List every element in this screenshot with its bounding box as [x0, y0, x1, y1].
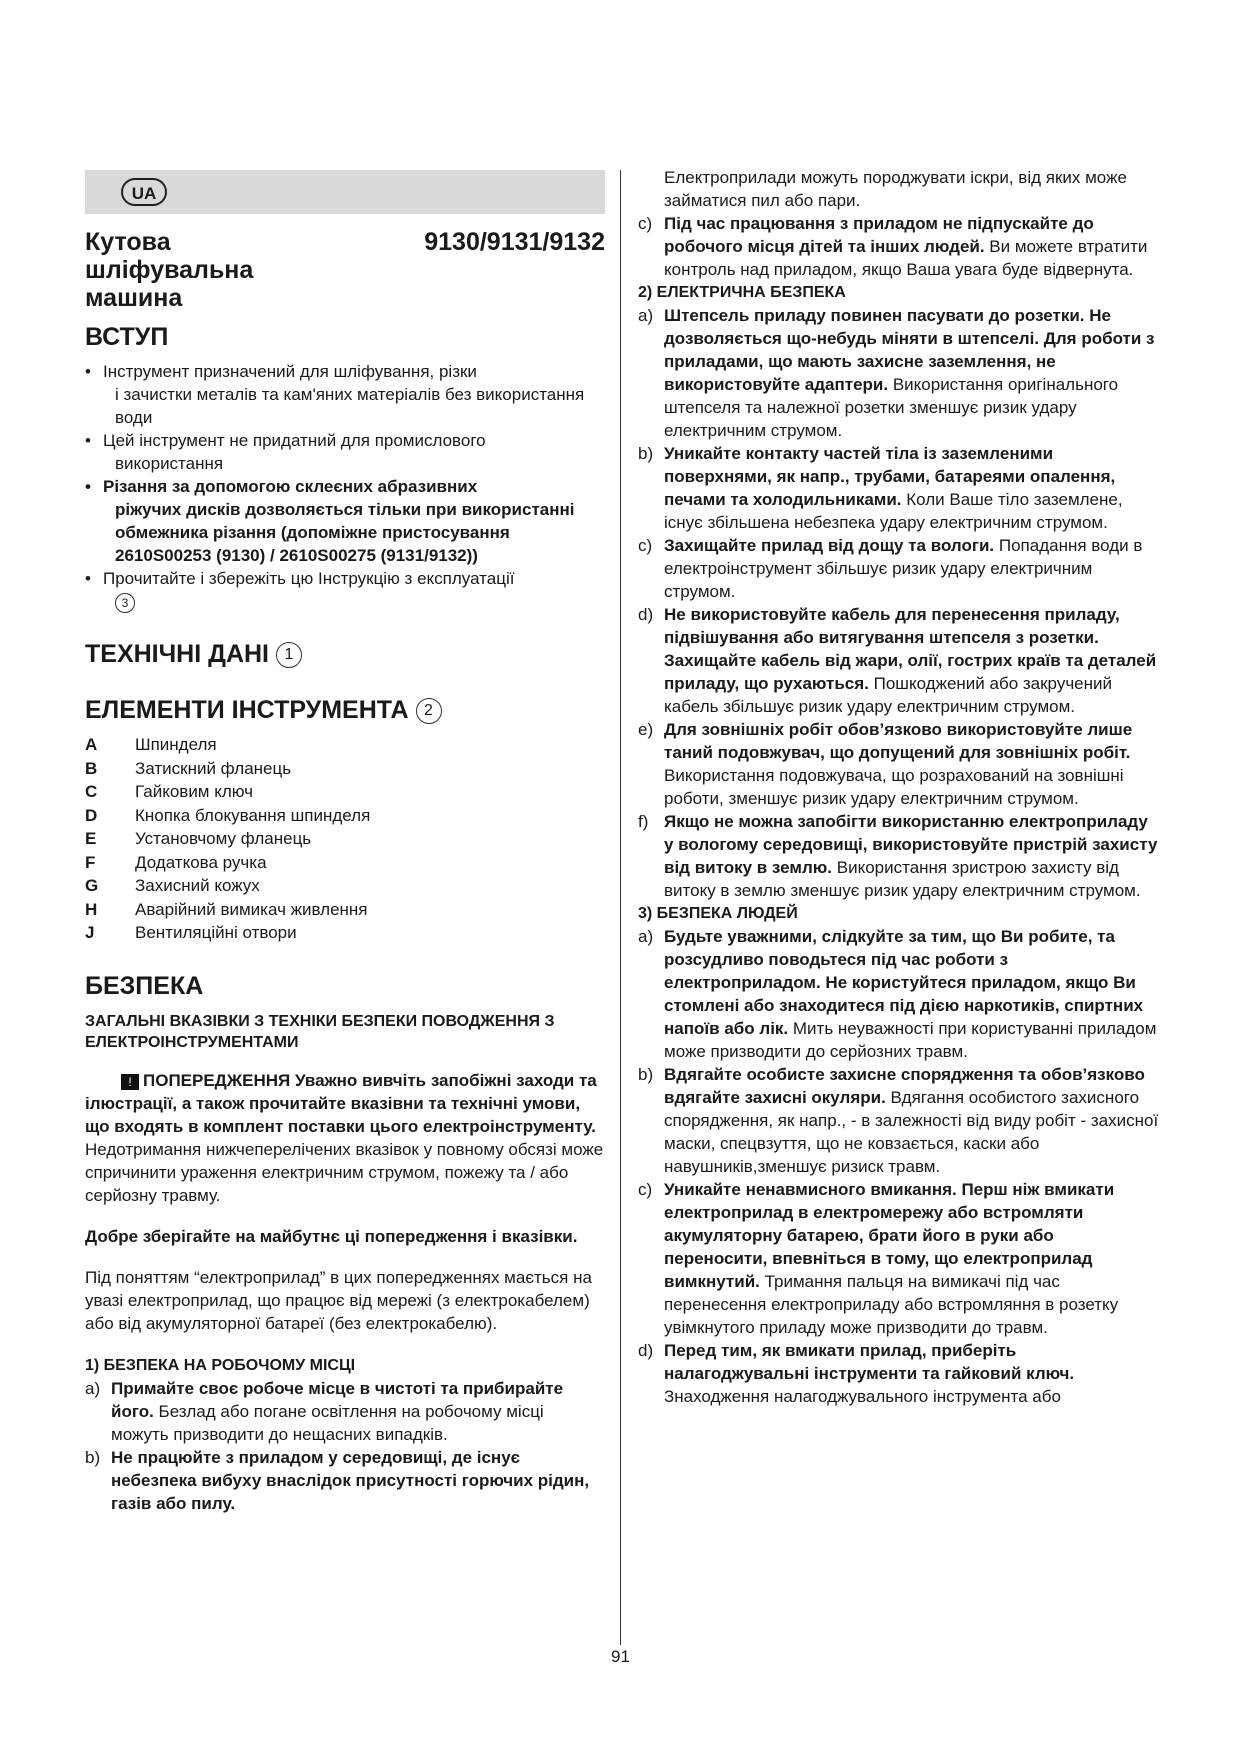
intro-heading: ВСТУП [85, 323, 169, 351]
language-badge: UA [121, 178, 167, 206]
product-title: Кутова шліфувальна машина [85, 228, 254, 312]
list-item: d) Не використовуйте кабель для перенесення приладу, підвішування або витягування штепселя з розетки. Захищайте кабель від жари, олії, гострих країв та деталей приладу, що рухаються. Пошкоджений або закручений кабель збільшує ризик удару електричним струмом. [638, 605, 1157, 716]
title-row [85, 228, 605, 312]
list-item: a) Примайте своє робоче місце в чистоті та прибирайте його. Безлад або погане освітлення на робочому місці можуть призводити до нещасних випадків. [85, 1378, 564, 1444]
figure-ref: 1 [276, 642, 302, 668]
list-item: B Затискний фланець [85, 758, 292, 778]
elements-heading: ЕЛЕМЕНТИ ІНСТРУМЕНТА 2 [85, 695, 605, 725]
list-item: E Установчому фланець [85, 829, 312, 848]
list-item: b) Уникайте контакту частей тіла із заземленими поверхнями, як напр., трубами, батареями опалення, печами та холодильниками. Коли Ваше тіло заземлене, існує збільшена небезпека удару електричним струмом. [638, 444, 1123, 532]
section-electrical: 2) ЕЛЕКТРИЧНА БЕЗПЕКА [638, 284, 846, 301]
list-item: f) Якщо не можна запобігти використанню електроприладу у вологому середовищі, використовуйте пристрій захисту від витоку в землю. Використання зристрою захисту від витоку в землю зменшує ризик удару електричним струмом. [638, 812, 1158, 900]
list-item: • Інструмент призначений для шліфування, різки і зачистки металів та кам'яних матеріалів без використання води [85, 360, 605, 429]
right-column [638, 166, 1160, 1408]
language-bar [85, 170, 605, 214]
warning-block: ! ПОПЕРЕДЖЕННЯ Уважно вивчіть запобіжні заходи та ілюстрації, а також прочитайте вказівни та технічні умови, що входять в комплент поставки цього електроінструменту. Недотримання нижчеперелічених вказівок у повному обсязі може спричинити ураження електричним струмом, пожежу та / або серйозну травму. [85, 1070, 604, 1205]
list-item: D Кнопка блокування шпинделя [85, 805, 371, 825]
list-item: H Аварійний вимикач живлення [85, 899, 368, 919]
column-divider [620, 170, 621, 1645]
list-item: Електроприлади можуть породжувати іскри, від яких може займатися пил або пари. [664, 168, 1127, 210]
list-item: d) Перед тим, як вмикати прилад, приберіть налагоджувальні інструменти та гайковий ключ. Знаходження налагоджувального інструмента або [638, 1341, 1075, 1406]
warning-icon: ! [121, 1074, 139, 1090]
list-item: F Додаткова ручка [85, 852, 267, 872]
page-number: 91 [611, 1647, 630, 1666]
list-item: • Різання за допомогою склеєних абразивних ріжучих дисків дозволяється тільки при використанні обмежника різання (допоміжне пристосування 2610S00253 (9130) / 2610S00275 (9131/9132)) [85, 475, 605, 567]
left-column [85, 170, 605, 1515]
list-item: c) Захищайте прилад від дощу та вологи. Попадання води в електроінструмент збільшує ризик удару електричним струмом. [638, 536, 1143, 601]
section-personal: 3) БЕЗПЕКА ЛЮДЕЙ [638, 905, 798, 922]
list-item: a) Штепсель приладу повинен пасувати до розетки. Не дозволяється що-небудь міняти в штепселі. Для роботи з приладами, що мають захисне заземлення, не використовуйте адаптери. Використання оригінального штепселя та належної розетки зменшує ризик удару електричним струмом. [638, 306, 1155, 440]
definition-paragraph: Під поняттям “електроприлад” в цих попередженнях мається на увазі електроприлад, що працює від мережі (з електрокабелем) або від акумуляторної батареї (без електрокабелю). [85, 1267, 592, 1333]
list-item: G Захисний кожух [85, 876, 260, 895]
list-item: • Прочитайте і збережіть цю Інструкцію з експлуатації 3 [85, 567, 605, 613]
list-item: J Вентиляційні отвори [85, 923, 297, 942]
intro-list [85, 360, 605, 613]
figure-ref: 2 [416, 698, 442, 724]
keep-instructions: Добре зберігайте на майбутнє ці попередження і вказівки. [85, 1226, 578, 1246]
list-item: A Шпинделя [85, 735, 217, 754]
model-numbers: 9130/9131/9132 [424, 228, 605, 256]
section-work-area: 1) БЕЗПЕКА НА РОБОЧОМУ МІСЦІ [85, 1356, 356, 1374]
list-item: b) Не працюйте з приладом у середовищі, де існує небезпека вибуху внаслідок присутності горючих рідин, газів або пилу. [85, 1447, 590, 1513]
figure-ref: 3 [115, 593, 135, 613]
list-item: • Цей інструмент не придатний для промислового використання [85, 429, 605, 475]
parts-list [85, 733, 605, 945]
list-item: b) Вдягайте особисте захисне спорядження та обов’язково вдягайте захисні окуляри. Вдягання особистого захисного спорядження, як напр., - в залежності від виду робіт - захисної маски, спецвзуття, що не ковзається, каски або навушників,зменшує ризиск травм. [638, 1065, 1159, 1176]
list-item: e) Для зовнішніх робіт обов’язково використовуйте лише таний подовжувач, що допущений для зовнішніх робіт. Використання подовжувача, що розрахований на зовнішні роботи, зменшує ризик удару електричним струмом. [638, 720, 1133, 808]
list-item: C Гайковим ключ [85, 782, 254, 801]
list-item: c) Уникайте ненавмисного вмикання. Перш ніж вмикати електроприлад в електромережу або встромляти акумуляторну батарею, брати його в руки або переносити, впевніться в тому, що електроприлад вимкнутий. Тримання пальця на вимикачі під час перенесення електроприладу або встромляння в розетку увімкнутого приладу може призводити до травм. [638, 1180, 1119, 1337]
specs-heading: ТЕХНІЧНІ ДАНІ 1 [85, 639, 605, 669]
safety-subheading: ЗАГАЛЬНІ ВКАЗІВКИ З ТЕХНІКИ БЕЗПЕКИ ПОВОДЖЕННЯ З ЕЛЕКТРОІНСТРУМЕНТАМИ [85, 1012, 555, 1051]
safety-heading: БЕЗПЕКА [85, 971, 204, 1000]
list-item: c) Під час працювання з приладом не підпускайте до робочого місця дітей та інших людей. Ви можете втратити контроль над приладом, якщо Ваша увага буде відвернута. [638, 214, 1148, 279]
list-item: a) Будьте уважними, слідкуйте за тим, що Ви робите, та розсудливо поводьтеся під час роботи з електроприладом. Не користуйтеся приладом, якщо Ви стомлені або знаходитеся під дією наркотиків, спиртних напоїв або лік. Мить неуважності при користуванні приладом може призводити до серйозних травм. [638, 927, 1157, 1061]
